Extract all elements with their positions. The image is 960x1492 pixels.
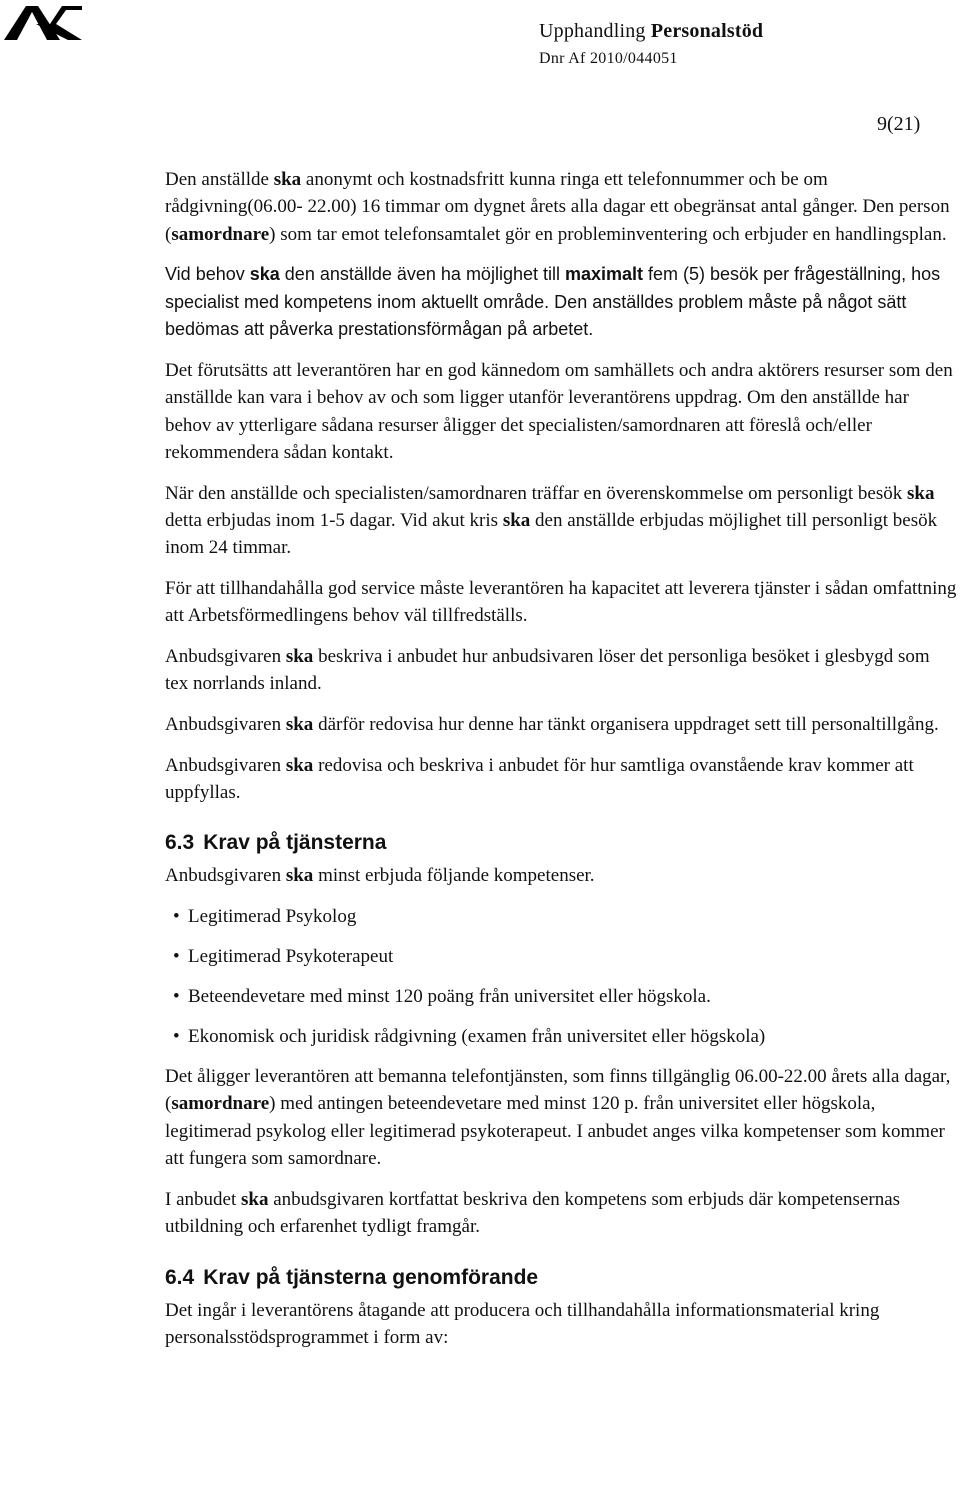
heading-6-4 xyxy=(165,1264,957,1292)
bold-text: ska xyxy=(502,510,531,532)
header-dnr: Dnr Af 2010/044051 xyxy=(539,50,678,67)
text: den anställde erbjudas möjlighet till personligt besök inom 24 timmar. xyxy=(165,510,938,559)
paragraph-6 xyxy=(165,643,957,698)
text: ) med antingen beteendevetare med minst 120 p. från universitet eller högskola, legitimerad psykolog eller legitimerad psykoterapeut. I anbudet anges vilka kompetenser som kommer att fungera som samordnare. xyxy=(165,1093,945,1170)
text: detta erbjudas inom 1-5 dagar. Vid akut kris xyxy=(165,510,503,532)
bold-text: samordnare xyxy=(171,223,270,245)
page-number: 9(21) xyxy=(877,113,921,135)
text: beskriva i anbudet hur anbudsivaren löser det personliga besöket i glesbygd som tex norrlands inland. xyxy=(165,646,930,695)
bold-text: ska xyxy=(273,169,302,190)
text: anonymt och kostnadsfritt kunna ringa ett telefonnummer och be om rådgivning(06.00- 22.00) 16 timmar om dygnet årets alla dagar ett obegränsat antal gånger. Den person ( xyxy=(165,169,950,245)
paragraph-7 xyxy=(165,711,957,738)
text: anbudsgivaren kortfattat beskriva den kompetens som erbjuds där kompetensernas utbildning och erfarenhet tydligt framgår. xyxy=(165,1188,901,1238)
header-title-plain: Upphandling xyxy=(539,20,646,42)
bold-text: samordnare xyxy=(171,1093,270,1115)
paragraph-2 xyxy=(165,261,957,343)
paragraph-12: Det ingår i leverantörens åtagande att producera och tillhandahålla informationsmaterial kring personalsstödsprogrammet i form av: xyxy=(165,1299,880,1349)
bold-text: ska xyxy=(907,482,935,504)
bold-text: maximalt xyxy=(564,264,644,285)
heading-number: 6.3 xyxy=(165,831,195,855)
text: ) som tar emot telefonsamtalet gör en probleminventering och erbjuder en handlingsplan. xyxy=(269,223,947,245)
document-body xyxy=(165,166,957,1365)
agency-logo xyxy=(2,4,84,42)
header-title xyxy=(539,20,763,43)
paragraph-4 xyxy=(165,480,957,562)
text: I anbudet xyxy=(165,1188,241,1210)
bold-text: ska xyxy=(249,264,280,285)
text: minst erbjuda följande kompetenser. xyxy=(313,865,595,887)
list-item: • Legitimerad Psykoterapeut xyxy=(165,943,957,970)
bold-text: ska xyxy=(240,1188,269,1210)
bold-text: ska xyxy=(285,714,314,736)
competence-list xyxy=(165,903,957,1050)
list-item: • Beteendevetare med minst 120 poäng från universitet eller högskola. xyxy=(165,983,957,1010)
text: Anbudsgivaren xyxy=(165,646,286,668)
bold-text: ska xyxy=(285,865,314,887)
text: den anställde även ha möjlighet till xyxy=(279,264,565,285)
paragraph-3: Det förutsätts att leverantören har en god kännedom om samhällets och andra aktörers resurser som den anställde kan vara i behov av och som ligger utanför leverantörens uppdrag. Om den anställde har behov av ytterligare sådana resurser åligger det specialisten/samordnaren att föreslå och/eller rekommendera sådan kontakt. xyxy=(165,359,953,464)
list-item: • Legitimerad Psykolog xyxy=(165,903,957,930)
paragraph-5: För att tillhandahålla god service måste leverantören ha kapacitet att leverera tjänster i sådan omfattning att Arbetsförmedlingens behov väl tillfredställs. xyxy=(165,578,957,627)
heading-number: 6.4 xyxy=(165,1265,195,1289)
text: Det åligger leverantören att bemanna telefontjänsten, som finns tillgänglig 06.00-22.00 årets alla dagar, ( xyxy=(165,1066,951,1115)
text: Anbudsgivaren xyxy=(165,754,286,776)
paragraph-1 xyxy=(165,166,957,248)
text: redovisa och beskriva i anbudet för hur samtliga ovanstående krav kommer att uppfyllas. xyxy=(165,754,914,804)
paragraph-8 xyxy=(165,752,957,807)
paragraph-11 xyxy=(165,1186,957,1241)
text: fem (5) besök per frågeställning, hos specialist med kompetens inom aktuellt område. Den anställdes problem måste på något sätt bedömas att påverka prestationsförmågan på arbetet. xyxy=(165,264,941,340)
paragraph-10 xyxy=(165,1063,957,1173)
text: därför redovisa hur denne har tänkt organisera uppdraget sett till personaltillgång. xyxy=(313,714,939,736)
text: Vid behov xyxy=(165,264,250,285)
header-title-bold: Personalstöd xyxy=(650,20,764,42)
heading-title: Krav på tjänsterna xyxy=(203,831,387,855)
bold-text: ska xyxy=(285,754,314,776)
heading-title: Krav på tjänsterna genomförande xyxy=(203,1265,539,1289)
bold-text: ska xyxy=(285,646,314,668)
list-item: • Ekonomisk och juridisk rådgivning (examen från universitet eller högskola) xyxy=(165,1023,957,1050)
paragraph-9 xyxy=(165,862,957,889)
text: När den anställde och specialisten/samordnaren träffar en överenskommelse om personligt besök xyxy=(165,482,907,504)
text: Anbudsgivaren xyxy=(165,865,286,887)
text: Den anställde xyxy=(165,169,274,190)
text: Anbudsgivaren xyxy=(165,714,286,736)
heading-6-3 xyxy=(165,829,957,857)
